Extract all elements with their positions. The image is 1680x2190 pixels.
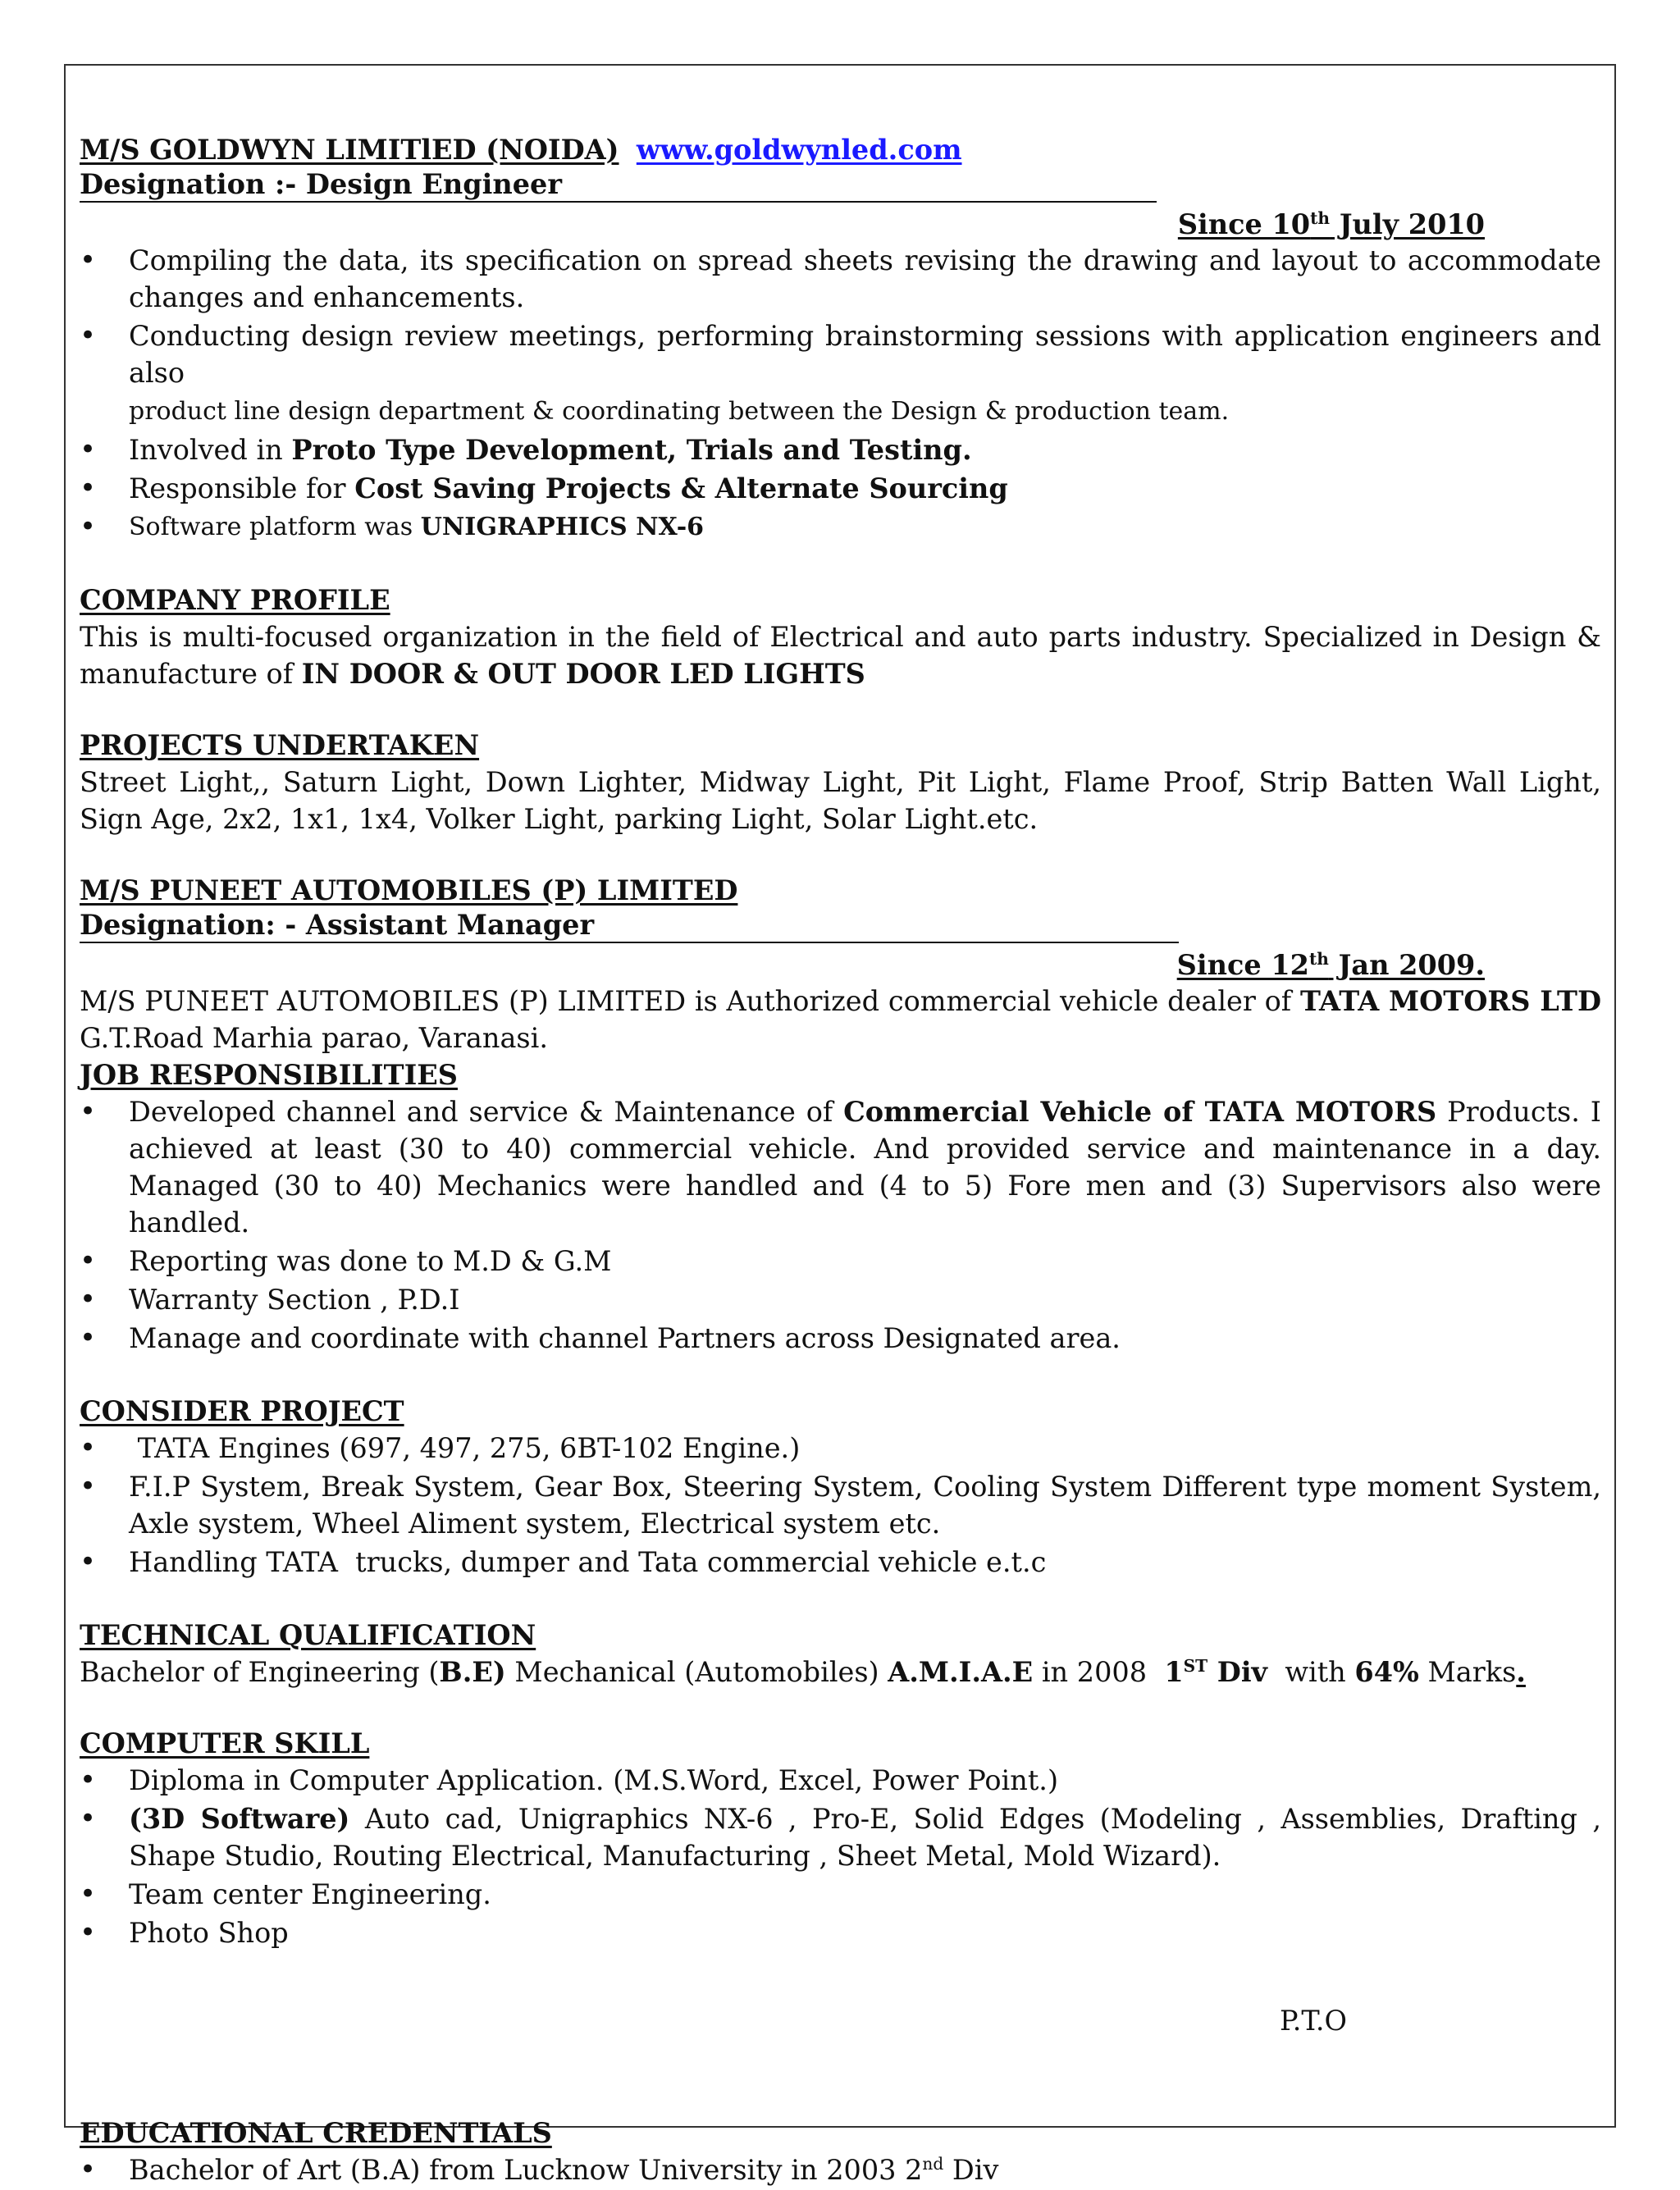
job2-bullet-list	[80, 1093, 1601, 1357]
consider-bullet-list	[80, 1430, 1601, 1581]
job1-company: M/S GOLDWYN LIMITlED (NOIDA)	[80, 134, 619, 166]
computer-bullet-list	[80, 1762, 1601, 1951]
list-item: • TATA Engines (697, 497, 275, 6BT-102 Engine.)	[80, 1430, 1601, 1467]
job2-description: M/S PUNEET AUTOMOBILES (P) LIMITED is Authorized commercial vehicle dealer of TATA MOTORS LTD G.T.Road Marhia parao, Varanasi.	[80, 985, 1601, 1054]
job1-heading	[80, 131, 1601, 168]
list-item: • Team center Engineering.	[80, 1876, 1601, 1913]
list-item: • Responsible for Cost Saving Projects & Alternate Sourcing	[80, 470, 1601, 507]
list-item: • Software platform was UNIGRAPHICS NX-6	[80, 509, 1601, 545]
consider-project-heading: CONSIDER PROJECT	[80, 1395, 404, 1427]
projects-text: Street Light,, Saturn Light, Down Lighter, Midway Light, Pit Light, Flame Proof, Strip Batten Wall Light, Sign Age, 2x2, 1x1, 1x4, Volker Light, parking Light, Solar Light.etc.	[80, 766, 1601, 835]
job2-company: M/S PUNEET AUTOMOBILES (P) LIMITED	[80, 874, 738, 906]
job2-designation-row	[80, 909, 1179, 943]
job1-designation-row	[80, 168, 1157, 203]
list-item: • Compiling the data, its specification on spread sheets revising the drawing and layout to accommodate changes and enhancements.	[80, 242, 1601, 316]
job1-since: Since 10th July 2010	[1177, 208, 1485, 240]
technical-qualification-text: Bachelor of Engineering (B.E) Mechanical (Automobiles) A.M.I.A.E in 2008 1ST Div with 64% Marks.	[80, 1655, 1526, 1688]
list-item: • Warranty Section , P.D.I	[80, 1281, 1601, 1318]
list-item: • Manage and coordinate with channel Partners across Designated area.	[80, 1320, 1601, 1357]
list-item: • Conducting design review meetings, performing brainstorming sessions with application engineers and also product line design department & coordinating between the Design & production team.	[80, 317, 1601, 430]
computer-skill-heading: COMPUTER SKILL	[80, 1727, 370, 1759]
technical-qualification-heading: TECHNICAL QUALIFICATION	[80, 1619, 536, 1651]
list-item: • Developed channel and service & Maintenance of Commercial Vehicle of TATA MOTORS Products. I achieved at least (30 to 40) commercial vehicle. And provided service and maintenance in a day. Managed (30 to 40) Mechanics were handled and (4 to 5) Fore men and (3) Supervisors also were handled.	[80, 1093, 1601, 1241]
resume-content	[80, 131, 1601, 2190]
job-responsibilities-heading: JOB RESPONSIBILITIES	[80, 1059, 458, 1091]
list-item: • Bachelor of Art (B.A) from Lucknow University in 2003 2nd Div	[80, 2151, 1601, 2188]
company-profile-text: This is multi-focused organization in the field of Electrical and auto parts industry. Specialized in Design & manufacture of IN DOOR & OUT DOOR LED LIGHTS	[80, 621, 1601, 690]
pto-text: P.T.O	[1280, 2005, 1347, 2037]
list-item: • (3D Software) Auto cad, Unigraphics NX-6 , Pro-E, Solid Edges (Modeling , Assemblies, Drafting , Shape Studio, Routing Electrical, Manufacturing , Sheet Metal, Mold Wizard).	[80, 1800, 1601, 1874]
list-item: • Handling TATA trucks, dumper and Tata commercial vehicle e.t.c	[80, 1544, 1601, 1581]
educational-credentials-heading: EDUCATIONAL CREDENTIALS	[80, 2117, 552, 2149]
job1-bullet-list	[80, 242, 1601, 545]
list-item: • Involved in Proto Type Development, Trials and Testing.	[80, 431, 1601, 468]
list-item: • F.I.P System, Break System, Gear Box, Steering System, Cooling System Different type moment System, Axle system, Wheel Aliment system, Electrical system etc.	[80, 1468, 1601, 1542]
education-bullet-list	[80, 2151, 1601, 2188]
list-item: • Diploma in Computer Application. (M.S.Word, Excel, Power Point.)	[80, 1762, 1601, 1799]
projects-heading: PROJECTS UNDERTAKEN	[80, 729, 480, 761]
job2-designation: Designation: - Assistant Manager	[80, 909, 1179, 943]
list-item: • Reporting was done to M.D & G.M	[80, 1243, 1601, 1280]
job1-designation: Designation :- Design Engineer	[80, 168, 1157, 203]
company-website-link[interactable]: www.goldwynled.com	[636, 134, 962, 166]
job2-since: Since 12th Jan 2009.	[1176, 948, 1485, 981]
list-item: • Photo Shop	[80, 1914, 1601, 1951]
company-profile-heading: COMPANY PROFILE	[80, 584, 390, 616]
